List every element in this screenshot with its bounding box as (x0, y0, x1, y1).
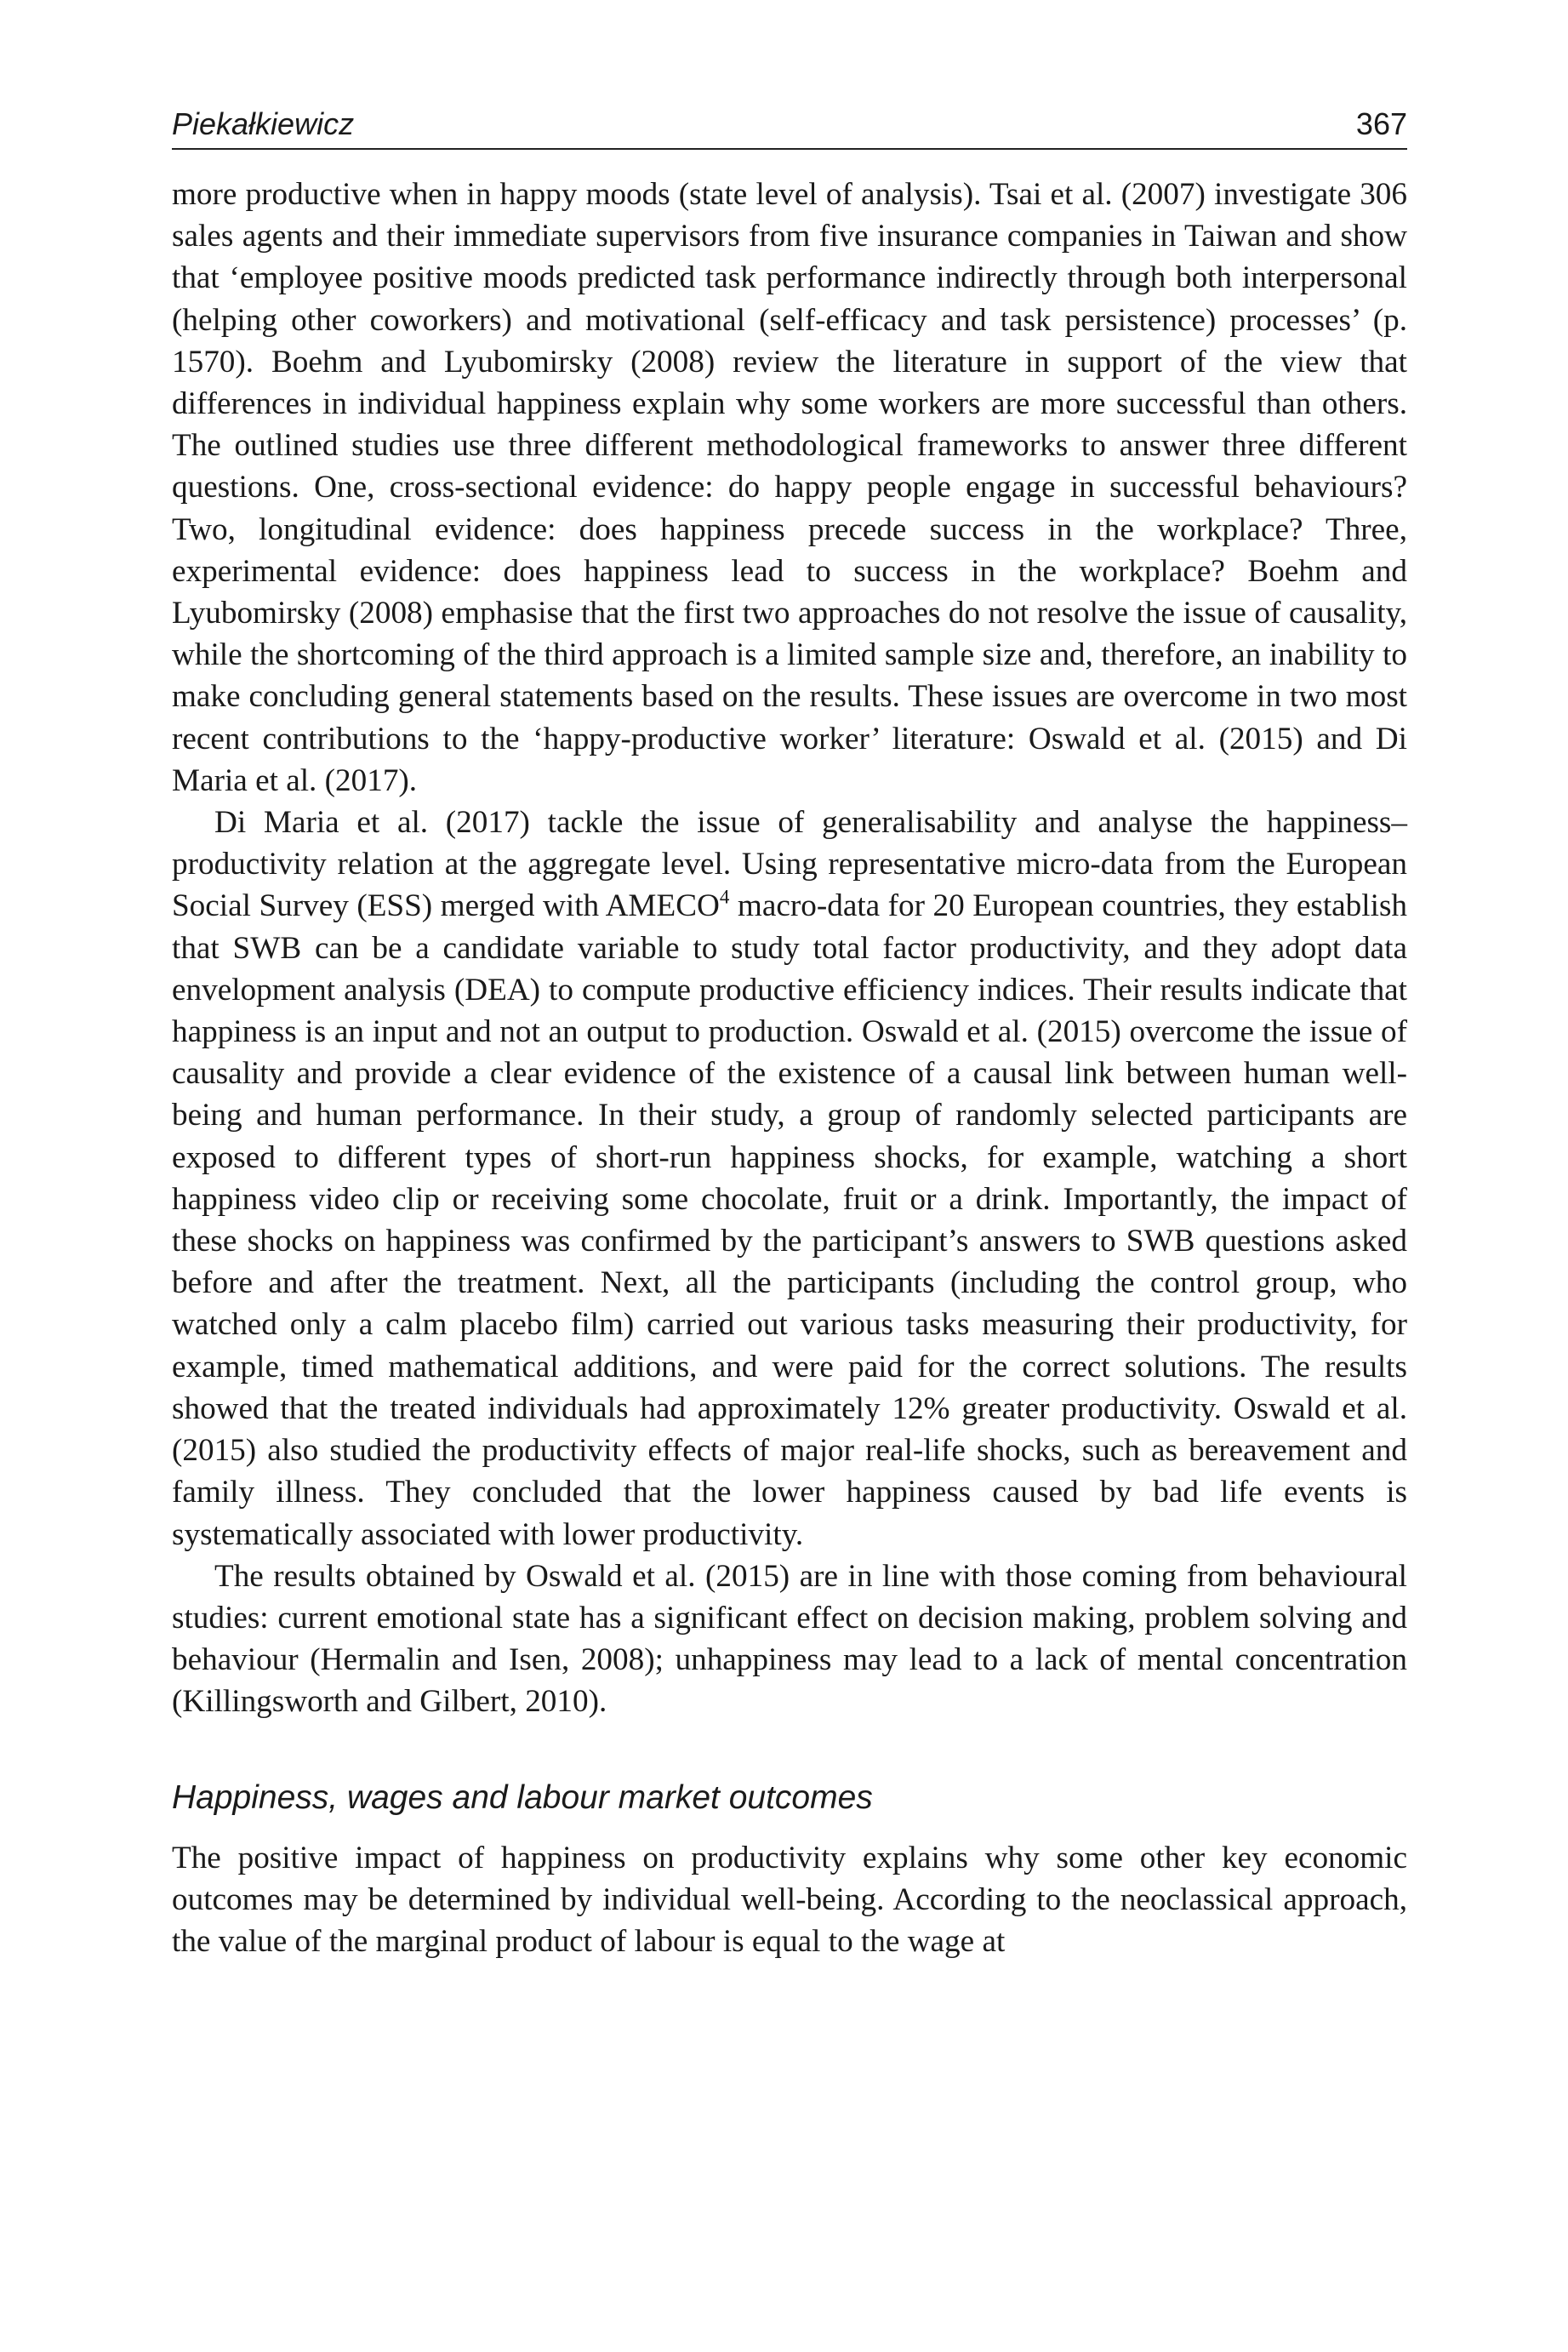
running-head (172, 106, 1407, 150)
running-head-author: Piekałkiewicz (172, 106, 355, 141)
body-paragraph-3: The results obtained by Oswald et al. (2015) are in line with those coming from behavioural studies: current emotional state has a significant effect on decision making, problem solving and behaviour (Hermalin and Isen, 2008); unhappiness may lead to a lack of mental concentration (Killingsworth and Gilbert, 2010). (172, 1558, 1407, 1720)
section-heading: Happiness, wages and labour market outcomes (172, 1778, 873, 1816)
footnote-marker[interactable]: 4 (719, 886, 730, 909)
paragraph-2-text-after-note: macro-data for 20 European countries, they establish that SWB can be a candidate variable to study total factor productivity, and they adopt data envelopment analysis (DEA) to compute productive efficiency indices. Their results indicate that happiness is an input and not an output to production. Oswald et al. (2015) overcome the issue of causality and provide a clear evidence of the existence of a causal link between human well-being and human performance. In their study, a group of randomly selected participants are exposed to different types of short-run happiness shocks, for example, watching a short happiness video clip or receiving some chocolate, fruit or a drink. Importantly, the impact of these shocks on happiness was confirmed by the participant’s answers to SWB questions asked before and after the treatment. Next, all the participants (including the control group, who watched only a calm placebo film) carried out various tasks measuring their productivity, for example, timed mathematical additions, and were paid for the correct solutions. The results showed that the treated individuals had approximately 12% greater productivity. Oswald et al. (2015) also studied the productivity effects of major real-life shocks, such as bereavement and family illness. They concluded that the lower happiness caused by bad life events is systematically associated with lower productivity. (172, 888, 1408, 1552)
journal-page (172, 106, 1408, 1962)
paragraph-2-text-before-note: Di Maria et al. (2017) tackle the issue of generalisability and analyse the happiness–productivity relation at the aggregate level. Using representative micro-data from the European Social Survey (ESS) merged with AMECO (172, 805, 1407, 924)
section-paragraph-1: The positive impact of happiness on productivity explains why some other key economic outcomes may be determined by individual well-being. According to the neoclassical approach, the value of the marginal product of labour is equal to the wage at (172, 1840, 1407, 1959)
body-paragraph-1: more productive when in happy moods (state level of analysis). Tsai et al. (2007) investigate 306 sales agents and their immediate supervisors from five insurance companies in Taiwan and show that ‘employee positive moods predicted task performance indirectly through both interpersonal (helping other coworkers) and motivational (self-efficacy and task persistence) processes’ (p. 1570). Boehm and Lyubomirsky (2008) review the literature in support of the view that differences in individual happiness explain why some workers are more successful than others. The outlined studies use three different methodological frameworks to answer three different questions. One, cross-sectional evidence: do happy people engage in successful behaviours? Two, longitudinal evidence: does happiness precede success in the workplace? Three, experimental evidence: does happiness lead to success in the workplace? Boehm and Lyubomirsky (2008) emphasise that the first two approaches do not resolve the issue of causality, while the shortcoming of the third approach is a limited sample size and, therefore, an inability to make concluding general statements based on the results. These issues are overcome in two most recent contributions to the ‘happy-productive worker’ literature: Oswald et al. (2015) and Di Maria et al. (2017). (172, 177, 1407, 798)
article-body (172, 174, 1407, 1962)
body-paragraph-2 (172, 802, 1407, 1556)
page-number: 367 (1355, 106, 1407, 141)
